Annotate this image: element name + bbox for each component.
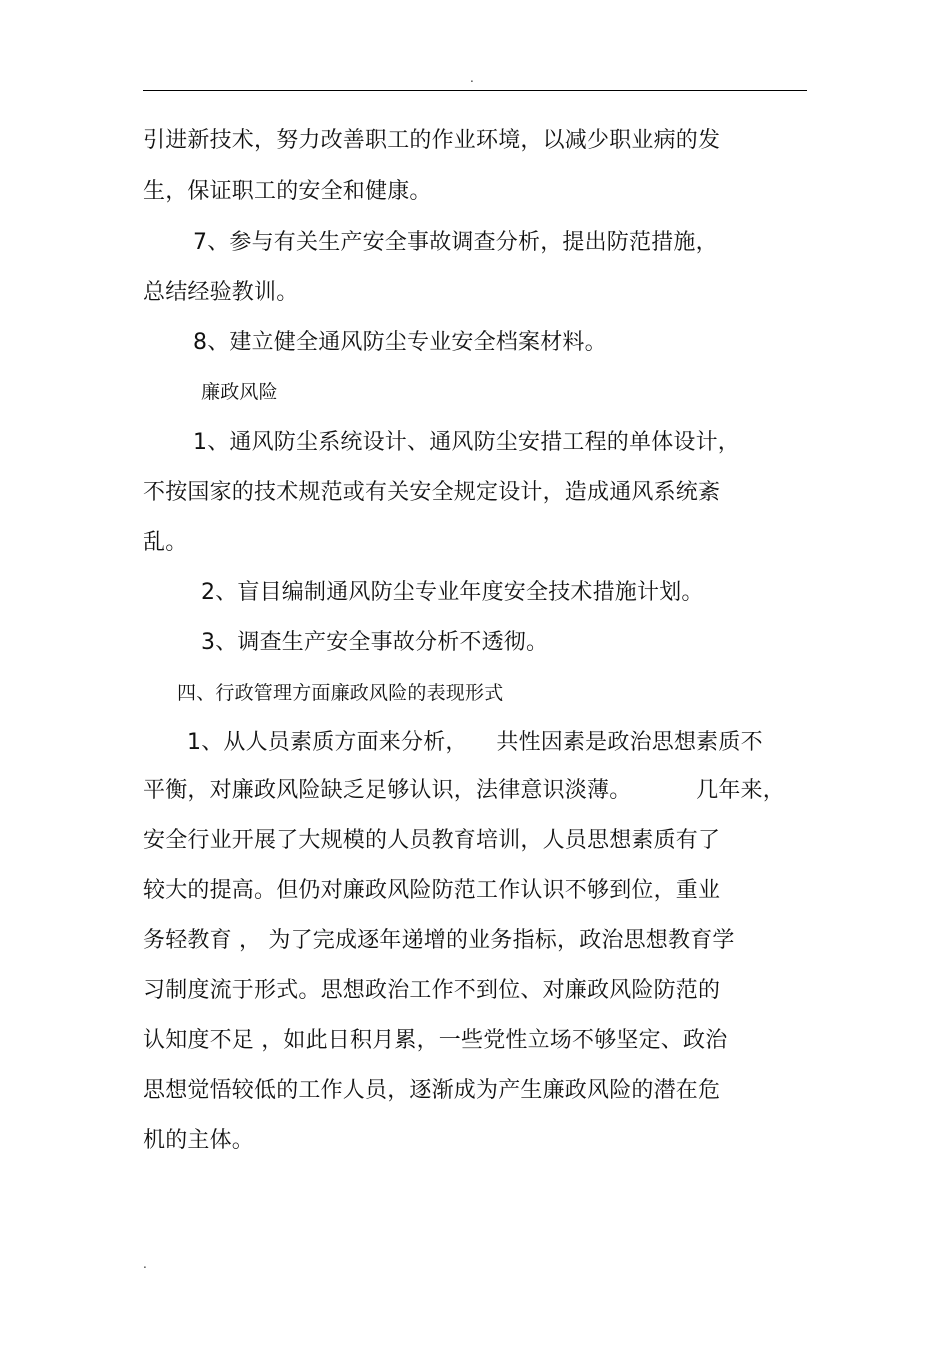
- text-line: 7、参与有关生产安全事故调查分析，提出防范措施，: [193, 230, 718, 255]
- text-line: 安全行业开展了大规模的人员教育培训，人员思想素质有了: [143, 828, 721, 853]
- text-line: 总结经验教训。: [143, 280, 299, 305]
- text-line: 思想觉悟较低的工作人员，逐渐成为产生廉政风险的潜在危: [143, 1078, 721, 1103]
- header-marker: .: [470, 71, 474, 85]
- text-line: 机的主体。: [143, 1128, 255, 1153]
- text-line: 习制度流于形式。思想政治工作不到位、对廉政风险防范的: [143, 978, 721, 1003]
- text-line: 认知度不足 ，如此日积月累，一些党性立场不够坚定、政治: [143, 1028, 728, 1053]
- text-line: 3、调查生产安全事故分析不透彻。: [201, 630, 549, 655]
- text-line: 平衡，对廉政风险缺乏足够认识，法律意识淡薄。 几年来，: [143, 778, 785, 803]
- text-line: 1、通风防尘系统设计、通风防尘安措工程的单体设计，: [193, 430, 740, 455]
- text-line: 8、建立健全通风防尘专业安全档案材料。: [193, 330, 607, 355]
- text-line: 不按国家的技术规范或有关安全规定设计，造成通风系统紊: [143, 480, 721, 505]
- text-line: 较大的提高。但仍对廉政风险防范工作认识不够到位，重业: [143, 878, 721, 903]
- text-line: 引进新技术，努力改善职工的作业环境，以减少职业病的发: [143, 128, 721, 153]
- text-line: 1、从人员素质方面来分析， 共性因素是政治思想素质不: [187, 730, 763, 755]
- section-heading: 廉政风险: [201, 381, 278, 403]
- header-rule: [143, 90, 807, 91]
- text-line: 生，保证职工的安全和健康。: [143, 179, 432, 204]
- footer-marker: .: [143, 1257, 147, 1271]
- text-line: 务轻教育 ， 为了完成逐年递增的业务指标，政治思想教育学: [143, 928, 735, 953]
- text-line: 乱。: [143, 530, 188, 555]
- section-heading: 四、行政管理方面廉政风险的表现形式: [177, 682, 504, 704]
- text-line: 2、盲目编制通风防尘专业年度安全技术措施计划。: [201, 580, 704, 605]
